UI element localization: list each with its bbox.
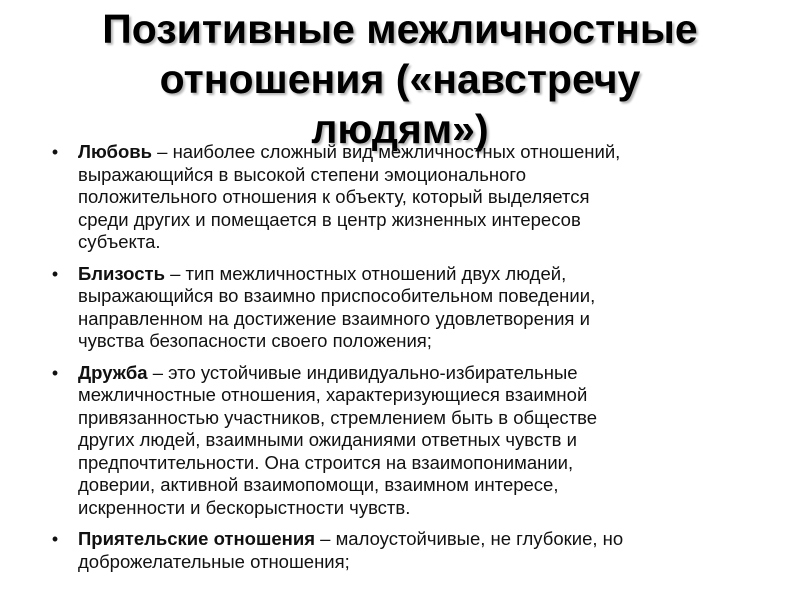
definition-line: других людей, взаимными ожиданиями ответных чувств и [78, 429, 577, 450]
definition-line: направленном на достижение взаимного удовлетворения и [78, 307, 590, 329]
term-closeness: Близость [78, 262, 165, 284]
definitions-list [48, 141, 748, 582]
item-first-line [78, 528, 748, 551]
title-line: отношения («навстречу [159, 56, 641, 102]
list-item-closeness [48, 263, 748, 353]
item-first-line [78, 362, 748, 385]
definition-text: – наиболее сложный вид межличностных отношений, [152, 141, 621, 162]
definition-line: выражающийся в высокой степени эмоционального [78, 163, 526, 185]
definition-line: субъекта. [78, 231, 161, 252]
definition-text: – малоустойчивые, не глубокие, но [315, 528, 624, 549]
definition-line: искренности и бескорыстности чувств. [78, 496, 411, 518]
item-first-line [78, 141, 748, 164]
title-line: Позитивные межличностные [102, 6, 698, 52]
term-love: Любовь [78, 141, 153, 162]
definition-text: – тип межличностных отношений двух людей, [164, 262, 567, 284]
definition-text: – это устойчивые индивидуально-избирательные [147, 361, 578, 383]
definition-line: привязанностью участников, стремлением быть в обществе [78, 406, 598, 428]
bullet-icon: • [51, 529, 59, 549]
bullet-icon: • [51, 142, 59, 162]
list-item-love [48, 141, 748, 254]
definition-line: выражающийся во взаимно приспособительном поведении, [78, 285, 596, 306]
term-friendship: Дружба [78, 361, 148, 383]
title-line: людям») [311, 106, 489, 152]
bullet-icon: • [51, 263, 59, 284]
list-item-acquaintance [48, 528, 748, 573]
definition-line: межличностные отношения, характеризующиеся взаимной [78, 384, 588, 405]
bullet-icon: • [51, 362, 59, 383]
term-acquaintance: Приятельские отношения [78, 528, 316, 549]
definition-line: среди других и помещается в центр жизненных интересов [78, 208, 581, 230]
definition-line: чувства безопасности своего положения; [78, 330, 432, 351]
definition-line: доверии, активной взаимопомощи, взаимном интересе, [78, 474, 559, 495]
slide-title [60, 4, 740, 154]
list-item-friendship [48, 362, 748, 520]
item-first-line [78, 263, 748, 286]
definition-line: положительного отношения к объекту, который выделяется [78, 186, 590, 207]
definition-line: предпочтительности. Она строится на взаимопонимании, [78, 451, 574, 473]
definition-line: доброжелательные отношения; [78, 550, 350, 572]
